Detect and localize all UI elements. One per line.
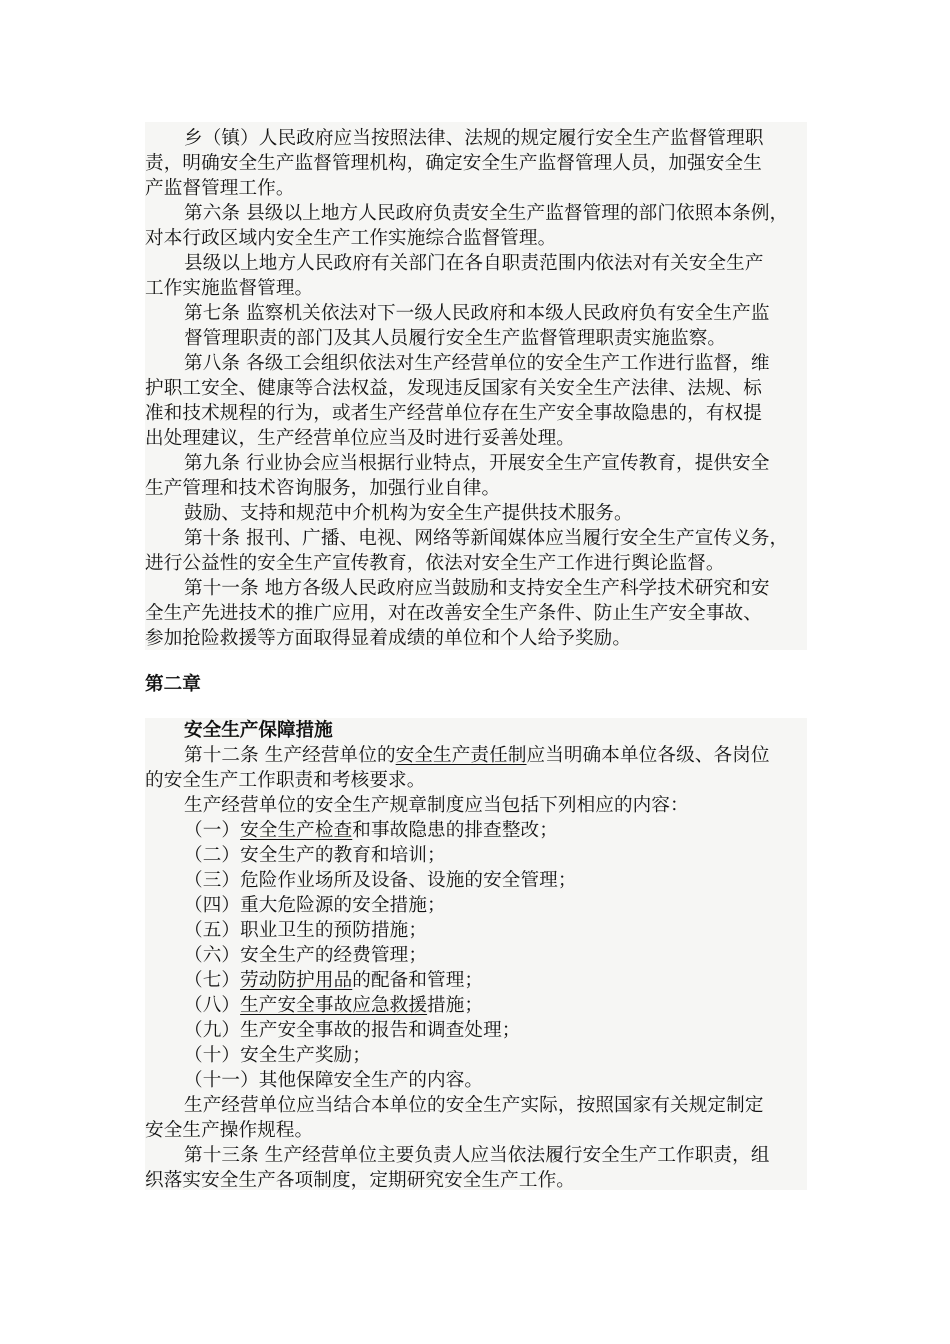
- paragraph-line: 生产经营单位的安全生产规章制度应当包括下列相应的内容：: [184, 795, 689, 816]
- paragraph-line: 第九条 行业协会应当根据行业特点，开展安全生产宣传教育，提供安全: [184, 453, 770, 474]
- paragraph-line: 第六条 县级以上地方人民政府负责安全生产监督管理的部门依照本条例，: [184, 203, 789, 224]
- paragraph-line: 鼓励、支持和规范中介机构为安全生产提供技术服务。: [184, 503, 633, 524]
- text-segment: （七）: [184, 970, 241, 991]
- paragraph-line: 第十条 报刊、广播、电视、网络等新闻媒体应当履行安全生产宣传义务，: [184, 528, 789, 549]
- paragraph-line: 乡（镇）人民政府应当按照法律、法规的规定履行安全生产监督管理职: [184, 128, 764, 149]
- paragraph-line: 全生产先进技术的推广应用，对在改善安全生产条件、防止生产安全事故、: [145, 603, 762, 624]
- paragraph-line: 出处理建议，生产经营单位应当及时进行妥善处理。: [145, 428, 575, 449]
- list-item: （九）生产安全事故的报告和调查处理；: [184, 1020, 521, 1041]
- list-item: （四）重大危险源的安全措施；: [184, 895, 446, 916]
- text-segment: （一）: [184, 820, 241, 841]
- section-title: 安全生产保障措施: [184, 720, 333, 741]
- paragraph-line: 责，明确安全生产监督管理机构，确定安全生产监督管理人员，加强安全生: [145, 153, 762, 174]
- text-segment: （八）: [184, 995, 241, 1016]
- paragraph-line: 织落实安全生产各项制度，定期研究安全生产工作。: [145, 1170, 575, 1191]
- paragraph-line: 安全生产操作规程。: [145, 1120, 314, 1141]
- list-item: （十一）其他保障安全生产的内容。: [184, 1070, 484, 1091]
- paragraph-line: 第十一条 地方各级人民政府应当鼓励和支持安全生产科学技术研究和安: [184, 578, 770, 599]
- list-item: （十）安全生产奖励；: [184, 1045, 371, 1066]
- paragraph-line: 进行公益性的安全生产宣传教育，依法对安全生产工作进行舆论监督。: [145, 553, 725, 574]
- text-segment: 第十二条 生产经营单位的: [184, 745, 396, 766]
- paragraph-line: 第八条 各级工会组织依法对生产经营单位的安全生产工作进行监督，维: [184, 353, 770, 374]
- list-item: （六）安全生产的经费管理；: [184, 945, 428, 966]
- link-safety-inspection[interactable]: 安全生产检查: [240, 820, 353, 841]
- list-item: [184, 993, 483, 1018]
- paragraph-line: 产监督管理工作。: [145, 178, 295, 199]
- paragraph-line: 督管理职责的部门及其人员履行安全生产监督管理职责实施监察。: [184, 328, 727, 349]
- list-item: （二）安全生产的教育和培训；: [184, 845, 446, 866]
- list-item: [184, 818, 558, 843]
- text-segment: 和事故隐患的排查整改；: [352, 820, 558, 841]
- paragraph-line: 工作实施监督管理。: [145, 278, 314, 299]
- link-emergency-rescue[interactable]: 生产安全事故应急救援: [240, 995, 428, 1016]
- text-segment: 应当明确本单位各级、各岗位: [526, 745, 770, 766]
- paragraph-line: 生产管理和技术咨询服务，加强行业自律。: [145, 478, 501, 499]
- list-item: （三）危险作业场所及设备、设施的安全管理；: [184, 870, 577, 891]
- paragraph-line-with-link: [184, 743, 770, 768]
- link-safety-responsibility-system[interactable]: 安全生产责任制: [395, 745, 527, 766]
- text-segment: 措施；: [427, 995, 484, 1016]
- paragraph-line: 的安全生产工作职责和考核要求。: [145, 770, 426, 791]
- chapter-title: 第二章: [145, 674, 201, 695]
- paragraph-line: 生产经营单位应当结合本单位的安全生产实际，按照国家有关规定制定: [184, 1095, 764, 1116]
- text-segment: 的配备和管理；: [352, 970, 484, 991]
- list-item: （五）职业卫生的预防措施；: [184, 920, 428, 941]
- link-labor-protection-products[interactable]: 劳动防护用品: [240, 970, 353, 991]
- paragraph-line: 第十三条 生产经营单位主要负责人应当依法履行安全生产工作职责，组: [184, 1145, 770, 1166]
- paragraph-line: 护职工安全、健康等合法权益，发现违反国家有关安全生产法律、法规、标: [145, 378, 762, 399]
- paragraph-line: 参加抢险救援等方面取得显着成绩的单位和个人给予奖励。: [145, 628, 632, 649]
- paragraph-line: 对本行政区域内安全生产工作实施综合监督管理。: [145, 228, 557, 249]
- list-item: [184, 968, 483, 993]
- paragraph-line: 县级以上地方人民政府有关部门在各自职责范围内依法对有关安全生产: [184, 253, 764, 274]
- paragraph-line: 第七条 监察机关依法对下一级人民政府和本级人民政府负有安全生产监: [184, 303, 770, 324]
- paragraph-line: 准和技术规程的行为，或者生产经营单位存在生产安全事故隐患的，有权提: [145, 403, 762, 424]
